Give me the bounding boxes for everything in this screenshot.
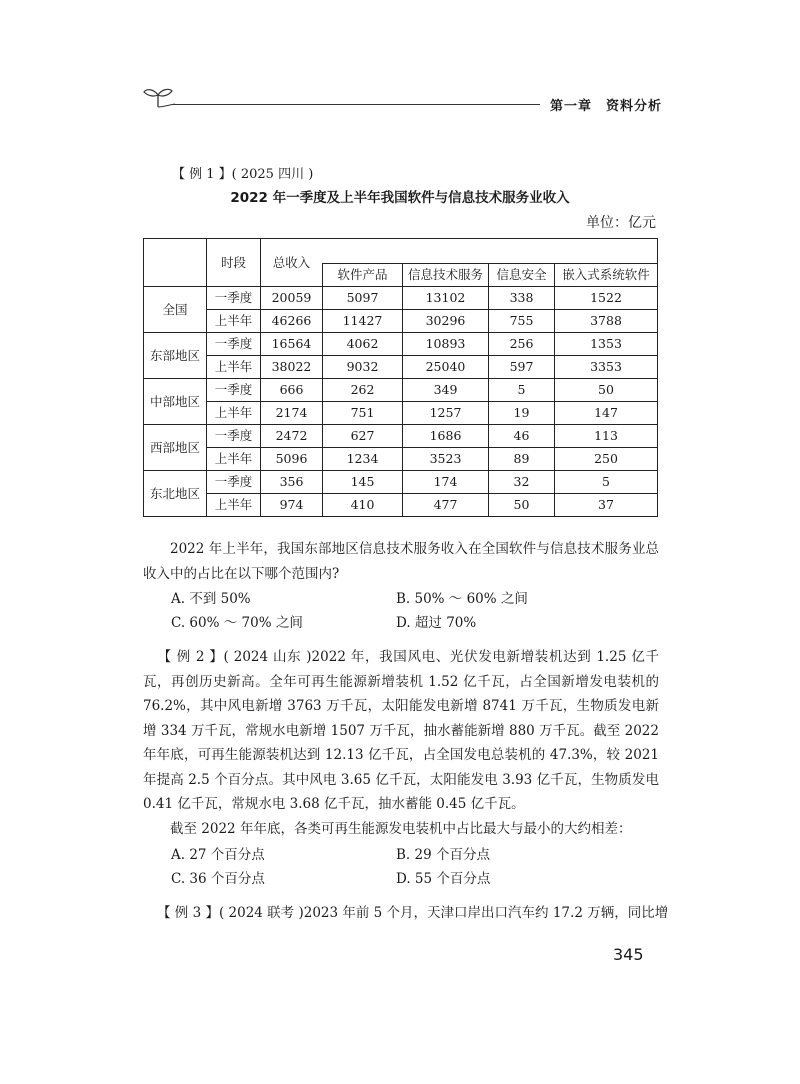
value-cell: 349 <box>403 379 489 402</box>
table-unit: 单位：亿元 <box>586 215 656 231</box>
table-row <box>144 425 658 448</box>
option-b: B. 50% ～ 60% 之间 <box>396 591 528 607</box>
header-period: 时段 <box>207 239 261 287</box>
value-cell: 1522 <box>555 287 658 310</box>
value-cell: 1686 <box>403 425 489 448</box>
table-row <box>144 379 658 402</box>
value-cell: 50 <box>489 494 555 517</box>
value-cell: 597 <box>489 356 555 379</box>
value-cell: 19 <box>489 402 555 425</box>
region-cell: 东部地区 <box>144 333 207 379</box>
header-total: 总收入 <box>261 239 323 287</box>
table-row <box>144 448 658 471</box>
value-cell: 5096 <box>261 448 323 471</box>
value-cell: 174 <box>403 471 489 494</box>
value-cell: 89 <box>489 448 555 471</box>
value-cell: 3788 <box>555 310 658 333</box>
value-cell: 356 <box>261 471 323 494</box>
period-cell: 一季度 <box>207 471 261 494</box>
value-cell: 46266 <box>261 310 323 333</box>
value-cell: 9032 <box>323 356 403 379</box>
value-cell: 338 <box>489 287 555 310</box>
table-body <box>144 287 658 517</box>
value-cell: 25040 <box>403 356 489 379</box>
example3-passage <box>143 901 669 926</box>
example1-question: 2022 年上半年，我国东部地区信息技术服务收入在全国软件与信息技术服务业总收入中的占比在以下哪个范围内? <box>143 541 659 582</box>
value-cell: 30296 <box>403 310 489 333</box>
value-cell: 13102 <box>403 287 489 310</box>
period-cell: 一季度 <box>207 379 261 402</box>
example2-label: 【 例 2 】( 2024 山东 ) <box>157 649 312 665</box>
value-cell: 3523 <box>403 448 489 471</box>
value-cell: 2472 <box>261 425 323 448</box>
header-security: 信息安全 <box>489 264 555 287</box>
table-title: 2022 年一季度及上半年我国软件与信息技术服务业收入 <box>230 190 570 206</box>
table-row <box>144 494 658 517</box>
header-embedded: 嵌入式系统软件 <box>555 264 658 287</box>
value-cell: 751 <box>323 402 403 425</box>
period-cell: 上半年 <box>207 448 261 471</box>
period-cell: 上半年 <box>207 310 261 333</box>
region-cell: 西部地区 <box>144 425 207 471</box>
revenue-table <box>143 238 658 517</box>
value-cell: 1234 <box>323 448 403 471</box>
value-cell: 4062 <box>323 333 403 356</box>
option-c: C. 60% ～ 70% 之间 <box>171 615 303 631</box>
value-cell: 250 <box>555 448 658 471</box>
example2-text: 2022 年，我国风电、光伏发电新增装机达到 1.25 亿千瓦，再创历史新高。全年可再生能源新增装机 1.52 亿千瓦，占全国新增发电装机的 76.2%，其中风电新增 3763 万千瓦，太阳能发电新增 8741 万千瓦，生物质发电新增 334 万千瓦，常规水电新增 1507 万千瓦，抽水蓄能新增 880 万千瓦。截至 2022 年年底，可再生能源装机达到 12.13 亿千瓦，占全国发电总装机的 47.3%，较 2021 年提高 2.5 个百分点。其中风电 3.65 亿千瓦，太阳能发电 3.93 亿千瓦，生物质发电 0.41 亿千瓦，常规水电 3.68 亿千瓦，抽水蓄能 0.45 亿千瓦。 <box>143 649 659 812</box>
value-cell: 5 <box>489 379 555 402</box>
value-cell: 755 <box>489 310 555 333</box>
chapter-title: 第一章 资料分析 <box>550 99 663 114</box>
table-row <box>144 356 658 379</box>
table-row <box>144 310 658 333</box>
header-spacer <box>323 239 658 264</box>
example2-question: 截至 2022 年年底，各类可再生能源发电装机中占比最大与最小的大约相差： <box>170 821 632 837</box>
value-cell: 10893 <box>403 333 489 356</box>
value-cell: 262 <box>323 379 403 402</box>
value-cell: 16564 <box>261 333 323 356</box>
option-a: A. 不到 50% <box>171 591 251 607</box>
period-cell: 一季度 <box>207 287 261 310</box>
value-cell: 113 <box>555 425 658 448</box>
region-cell: 东北地区 <box>144 471 207 517</box>
value-cell: 3353 <box>555 356 658 379</box>
value-cell: 38022 <box>261 356 323 379</box>
value-cell: 5097 <box>323 287 403 310</box>
region-cell: 中部地区 <box>144 379 207 425</box>
example3-label: 【 例 3 】( 2024 联考 ) <box>157 905 304 921</box>
page-number: 345 <box>613 945 644 964</box>
value-cell: 2174 <box>261 402 323 425</box>
value-cell: 256 <box>489 333 555 356</box>
value-cell: 37 <box>555 494 658 517</box>
value-cell: 50 <box>555 379 658 402</box>
value-cell: 410 <box>323 494 403 517</box>
table-row <box>144 471 658 494</box>
value-cell: 1257 <box>403 402 489 425</box>
table-corner-cell <box>144 239 207 287</box>
period-cell: 一季度 <box>207 425 261 448</box>
table-row <box>144 402 658 425</box>
period-cell: 上半年 <box>207 356 261 379</box>
value-cell: 147 <box>555 402 658 425</box>
region-cell: 全国 <box>144 287 207 333</box>
value-cell: 20059 <box>261 287 323 310</box>
value-cell: 11427 <box>323 310 403 333</box>
value-cell: 5 <box>555 471 658 494</box>
header-it-service: 信息技术服务 <box>403 264 489 287</box>
period-cell: 上半年 <box>207 402 261 425</box>
option2-c: C. 36 个百分点 <box>171 871 265 887</box>
value-cell: 1353 <box>555 333 658 356</box>
option2-b: B. 29 个百分点 <box>396 847 490 863</box>
value-cell: 974 <box>261 494 323 517</box>
value-cell: 477 <box>403 494 489 517</box>
example3-text: 2023 年前 5 个月，天津口岸出口汽车约 17.2 万辆，同比增 <box>303 905 669 921</box>
header-rule <box>172 104 540 105</box>
value-cell: 32 <box>489 471 555 494</box>
example2-passage <box>143 645 659 817</box>
option2-d: D. 55 个百分点 <box>396 871 491 887</box>
period-cell: 上半年 <box>207 494 261 517</box>
sprout-icon <box>141 86 175 108</box>
example1-label: 【 例 1 】( 2025 四川 ) <box>172 167 314 182</box>
value-cell: 145 <box>323 471 403 494</box>
value-cell: 46 <box>489 425 555 448</box>
period-cell: 一季度 <box>207 333 261 356</box>
header-software: 软件产品 <box>323 264 403 287</box>
option-d: D. 超过 70% <box>396 615 477 631</box>
table-row <box>144 287 658 310</box>
value-cell: 666 <box>261 379 323 402</box>
value-cell: 627 <box>323 425 403 448</box>
option2-a: A. 27 个百分点 <box>171 847 265 863</box>
table-row <box>144 333 658 356</box>
